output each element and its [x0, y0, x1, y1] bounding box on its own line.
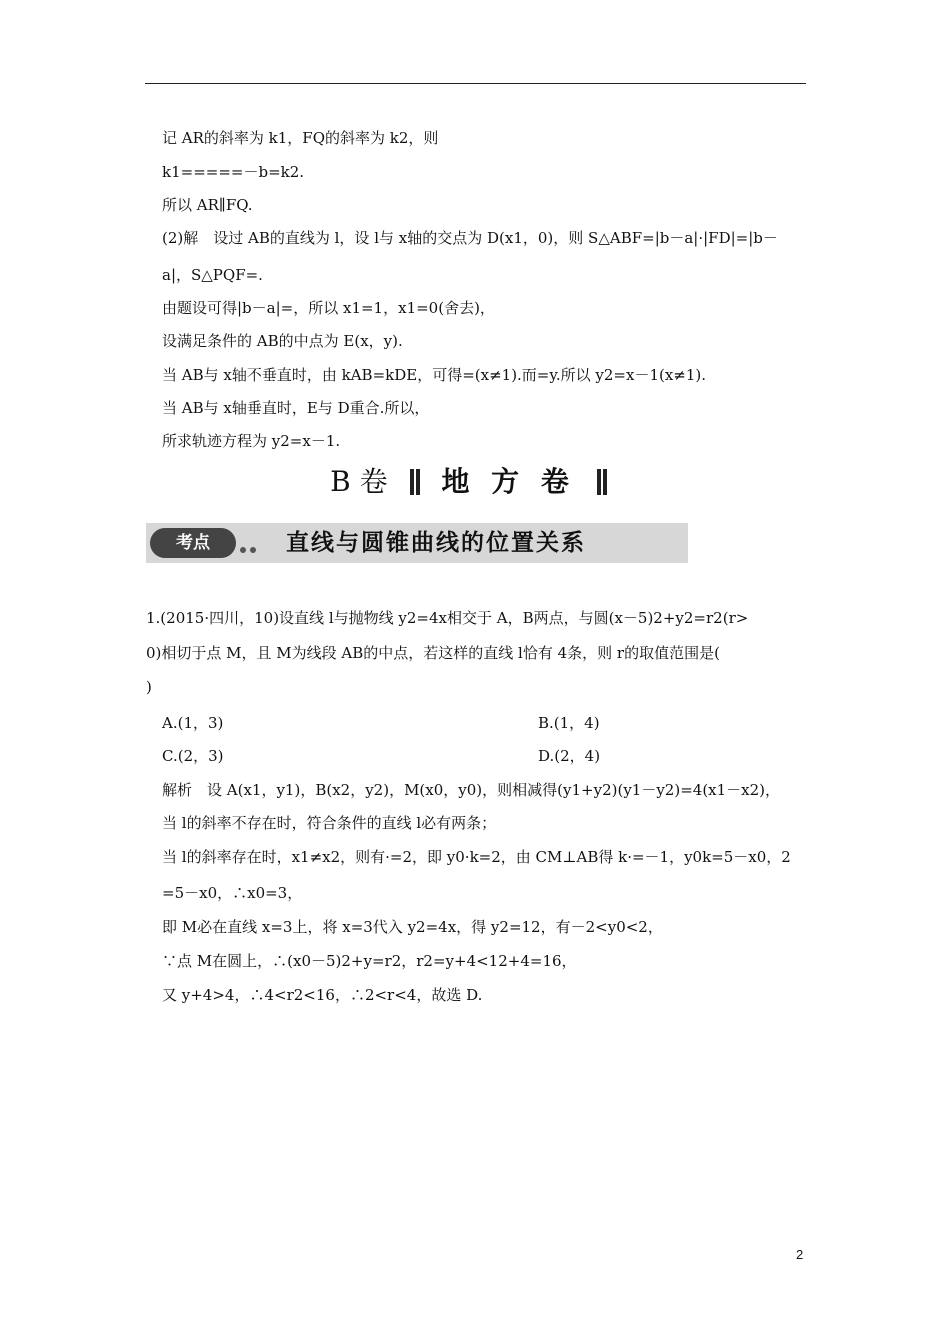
solution-line: 即 M必在直线 x=3上，将 x=3代入 y2=4x，得 y2=12，有－2<y0<2， [162, 918, 663, 936]
text-line: 当 AB与 x轴不垂直时，由 kAB=kDE，可得=(x≠1).而=y.所以 y2=x－1(x≠1). [162, 366, 707, 384]
text-line: 记 AR的斜率为 k1，FQ的斜率为 k2，则 [162, 129, 439, 147]
section-b-heading [0, 464, 950, 500]
topic-tag: 考点 [150, 528, 236, 558]
question-text: 0)相切于点 M，且 M为线段 AB的中点，若这样的直线 l恰有 4条，则 r的取值范围是( [146, 644, 720, 662]
solution-line: =5－x0，∴x0=3， [162, 884, 303, 902]
question-text: 1.(2015·四川，10)设直线 l与抛物线 y2=4x相交于 A，B两点，与圆(x－5)2+y2=r2(r> [146, 609, 749, 627]
text-line: k1=====－b=k2. [162, 163, 305, 181]
solution-line: ∵点 M在圆上，∴(x0－5)2+y=r2，r2=y+4<12+4=16， [162, 952, 577, 970]
header-rule [145, 83, 806, 84]
double-bar-divider [596, 464, 608, 500]
option-b: B.(1，4) [538, 714, 600, 732]
text-line: 所求轨迹方程为 y2=x－1. [162, 432, 341, 450]
page-number: 2 [796, 1247, 804, 1262]
text-line: a|，S△PQF=. [162, 266, 263, 284]
question-text: ) [146, 678, 152, 696]
topic-title: 直线与圆锥曲线的位置关系 [286, 530, 586, 556]
solution-line: 当 l的斜率不存在时，符合条件的直线 l必有两条； [162, 814, 497, 832]
option-a: A.(1，3) [162, 714, 224, 732]
text-line: 由题设可得|b－a|=，所以 x1=1，x1=0(舍去)， [162, 299, 495, 317]
option-d: D.(2，4) [538, 747, 601, 765]
section-b-label: B 卷 [330, 465, 388, 498]
option-c: C.(2，3) [162, 747, 224, 765]
text-line: (2)解 设过 AB的直线为 l，设 l与 x轴的交点为 D(x1，0)，则 S△ABF=|b－a|·|FD|=|b－ [162, 229, 778, 247]
dots-decoration [240, 538, 260, 557]
text-line: 当 AB与 x轴垂直时，E与 D重合.所以， [162, 399, 430, 417]
double-bar-divider [409, 464, 421, 500]
solution-line: 当 l的斜率存在时，x1≠x2，则有·=2，即 y0·k=2，由 CM⊥AB得 k·=－1，y0k=5－x0，2 [162, 848, 791, 866]
solution-line: 又 y+4>4，∴4<r2<16，∴2<r<4，故选 D. [162, 986, 483, 1004]
text-line: 所以 AR∥FQ. [162, 196, 253, 214]
section-local-label: 地 方 卷 [441, 465, 575, 498]
solution-line: 解析 设 A(x1，y1)，B(x2，y2)，M(x0，y0)，则相减得(y1+y2)(y1－y2)=4(x1－x2)， [162, 781, 781, 799]
text-line: 设满足条件的 AB的中点为 E(x，y). [162, 332, 403, 350]
